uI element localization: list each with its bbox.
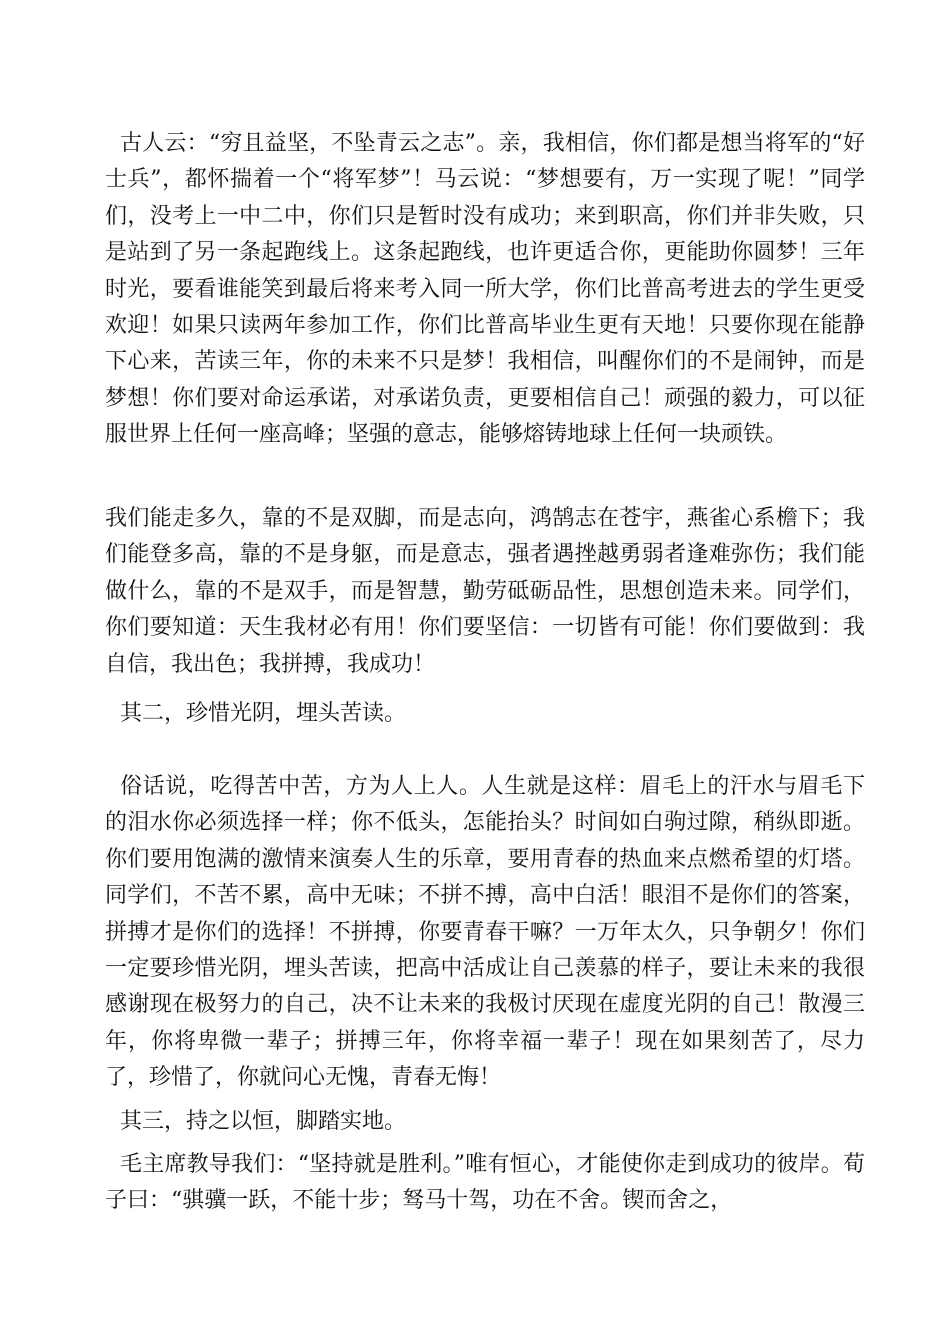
paragraph-perseverance: 毛主席教导我们：“坚持就是胜利。”唯有恒心，才能使你走到成功的彼岸。荀子曰：“骐骥一跃，不能十步；驽马十驾，功在不舍。锲而舍之， xyxy=(105,1152,865,1214)
section-heading-perseverance: 其三，持之以恒，脚踏实地。 xyxy=(120,1109,407,1134)
paragraph-hard-work: 俗话说，吃得苦中苦，方为人上人。人生就是这样：眉毛上的汗水与眉毛下的泪水你必须选择一样；你不低头，怎能抬头？时间如白驹过隙，稍纵即逝。你们要用饱满的激情来演奏人生的乐章，要用青春的热血来点燃希望的灯塔。同学们，不苦不累，高中无味；不拼不搏，高中白活！眼泪不是你们的答案，拼搏才是你们的选择！不拼搏，你要青春干嘛？一万年太久，只争朝夕！你们一定要珍惜光阴，埋头苦读，把高中活成让自己羡慕的样子，要让未来的我很感谢现在极努力的自己，决不让未来的我极讨厌现在虚度光阴的自己！散漫三年，你将卑微一辈子；拼搏三年，你将幸福一辈子！现在如果刻苦了，尽力了，珍惜了，你就问心无愧，青春无悔！ xyxy=(105,774,865,1091)
section-heading-cherish-time: 其二，珍惜光阴，埋头苦读。 xyxy=(120,701,407,726)
paragraph-dream: 古人云：“穷且益坚，不坠青云之志”。亲，我相信，你们都是想当将军的“好士兵”，都怀揣着一个“将军梦”！马云说：“梦想要有，万一实现了呢！”同学们，没考上一中二中，你们只是暂时没有成功；来到职高，你们并非失败，只是站到了另一条起跑线上。这条起跑线，也许更适合你，更能助你圆梦！三年时光，要看谁能笑到最后将来考入同一所大学，你们比普高考进去的学生更受欢迎！如果只读两年参加工作，你们比普高毕业生更有天地！只要你现在能静下心来，苦读三年，你的未来不只是梦！我相信，叫醒你们的不是闹钟，而是梦想！你们要对命运承诺，对承诺负责，更要相信自己！顽强的毅力，可以征服世界上任何一座高峰；坚强的意志，能够熔铸地球上任何一块顽铁。 xyxy=(105,131,865,448)
paragraph-ambition: 我们能走多久，靠的不是双脚，而是志向，鸿鹄志在苍宇，燕雀心系檐下；我们能登多高，靠的不是身躯，而是意志，强者遇挫越勇弱者逢难弥伤；我们能做什么，靠的不是双手，而是智慧，勤劳砥砺品性，思想创造未来。同学们，你们要知道：天生我材必有用！你们要坚信：一切皆有可能！你们要做到：我自信，我出色；我拼搏，我成功！ xyxy=(105,506,865,677)
